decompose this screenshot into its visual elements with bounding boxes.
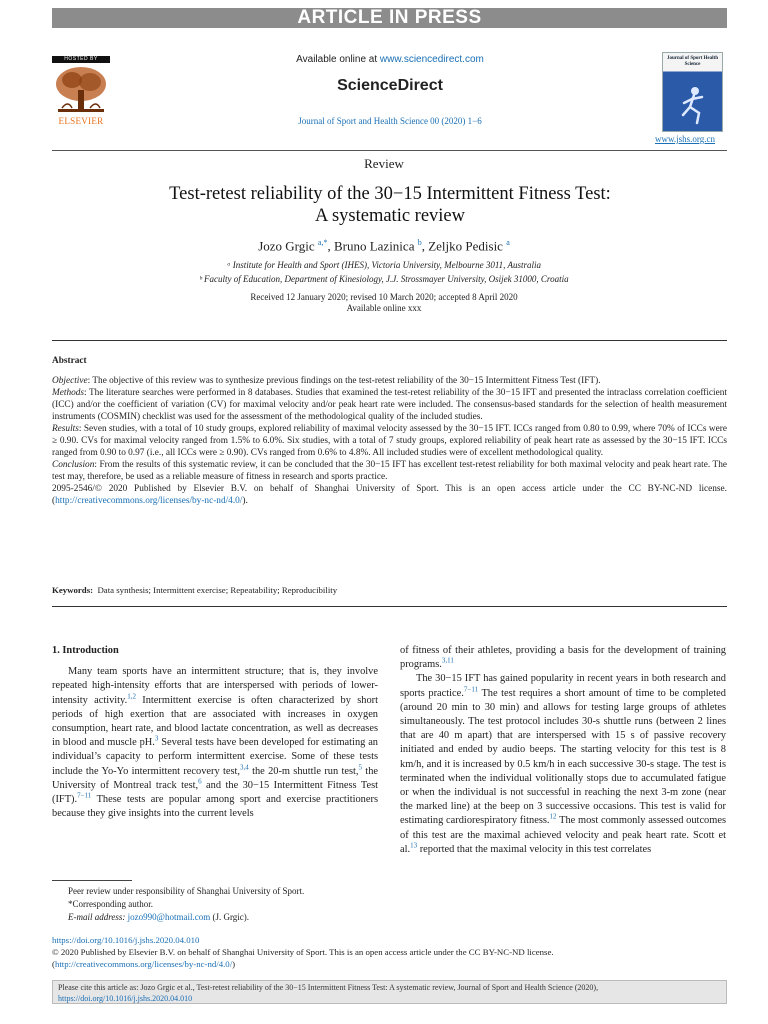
abstract-heading: Abstract <box>52 356 87 366</box>
header-divider <box>52 150 727 151</box>
body-text: The 30−15 IFT has gained popularity in recent years in both research and sports practice. <box>400 673 726 699</box>
citation-ref[interactable]: 6 <box>198 777 202 786</box>
author-name[interactable]: Zeljko Pedisic <box>428 238 503 254</box>
citation-ref[interactable]: 12 <box>549 812 557 821</box>
abstract-divider <box>52 340 727 341</box>
body-column-right <box>400 644 726 857</box>
body-text: and the 30−15 Intermittent Fitness Test (IFT). <box>52 779 379 806</box>
copyright-text: © 2020 Published by Elsevier B.V. on behalf of Shanghai University of Sport. This is an open access article under the CC BY-NC-ND license. <box>52 947 554 957</box>
peer-review-note: Peer review under responsibility of Shanghai University of Sport. <box>68 886 305 896</box>
bottom-info <box>52 934 727 970</box>
keywords-divider <box>52 606 727 607</box>
citation-text: Please cite this article as: Jozo Grgic et al., Test-retest reliability of the 30−15 Intermittent Fitness Test: A systematic review, Journal of Sport and Health Science (2020), <box>58 983 599 992</box>
body-text: the 20-m shuttle run test, <box>248 765 359 777</box>
elsevier-logo <box>52 56 110 132</box>
author-name[interactable]: Bruno Lazinica <box>333 238 415 254</box>
body-text: reported that the maximal velocity in this test correlates <box>417 843 652 855</box>
publisher-name: ELSEVIER <box>58 116 104 126</box>
abstract-methods <box>52 387 727 423</box>
email-link[interactable]: jozo990@hotmail.com <box>127 912 211 922</box>
citation-ref[interactable]: 1,2 <box>127 692 136 701</box>
abstract-objective <box>52 375 727 387</box>
citation-ref[interactable]: 7−11 <box>463 685 479 694</box>
conclusion-text: : From the results of this systematic review, it can be concluded that the 30−15 IFT has excellent test-retest reliability for both maximal velocity and peak heart rate. The test may, therefore, be used as a reliable measure of fitness in research and sports practice. <box>52 460 727 482</box>
journal-cover-image <box>662 52 723 132</box>
keywords <box>52 584 727 596</box>
available-online-date: Available online xxx <box>346 303 422 313</box>
citation-ref[interactable]: 3 <box>154 734 159 743</box>
elsevier-tree-icon <box>52 64 110 116</box>
body-text: Intermittent exercise is often characterized by short periods of high exertion that are associated with increases in oxygen consumption, heart rate, and blood lactate concentration, as well as decreases in blood and muscle pH. <box>52 694 378 749</box>
citation-doi-link[interactable]: https://doi.org/10.1016/j.jshs.2020.04.010 <box>58 994 193 1003</box>
citation-ref[interactable]: 5 <box>358 763 362 772</box>
author-name[interactable]: Jozo Grgic <box>258 238 315 254</box>
hosted-by-label: HOSTED BY <box>52 56 110 63</box>
body-column-left <box>52 644 378 821</box>
citation-ref[interactable]: 3,11 <box>441 656 454 665</box>
sciencedirect-link[interactable]: www.sciencedirect.com <box>379 54 484 65</box>
affiliation-a: ᵃ Institute for Health and Sport (IHES), Victoria University, Melbourne 3011, Australia <box>226 260 542 270</box>
citation-ref[interactable]: 3,4 <box>240 763 249 772</box>
intro-paragraph-1-cont <box>400 644 726 672</box>
corresponding-author-note: *Corresponding author. <box>68 899 153 909</box>
license-text: 2095-2546/© 2020 Published by Elsevier B.V. on behalf of Shanghai University of Sport. This is an open access article under the CC BY-NC-ND license. ( <box>52 484 727 506</box>
results-text: : Seven studies, with a total of 10 study groups, explored reliability of maximal velocity assessed by the 30−15 IFT. ICCs ranged from 0.80 to 0.99, where 70% of ICCs were ≥ 0.90. CVs for maximal velocity ranged from 1.5% to 6.0%. Six studies, with a total of 7 study groups, explored reliability of peak heart rate as assessed by the 30−15 IFT. ICCs ranged from 0.90 to 0.97 (i.e., all ICCs were ≥ 0.90). CVs ranged from 0.6% to 4.8%. All included studies were of excellent methodological quality. <box>52 424 727 458</box>
citation-ref[interactable]: 13 <box>410 841 418 850</box>
objective-label: Objective <box>52 376 88 386</box>
keywords-label: Keywords: <box>52 585 94 595</box>
author-separator: , <box>327 238 334 254</box>
article-title <box>60 183 720 227</box>
author-list <box>0 235 768 254</box>
methods-text: : The literature searches were performed in 8 databases. Studies that examined the test-retest reliability of the 30−15 IFT and presented the intraclass correlation coefficient (ICC) and/or the coefficient of variation (CV) for maximal velocity and/or peak heart rate were included. The consensus-based standards for the selection of health measurement instruments (COSMIN) checklist was used for the assessment of the methodological quality of the included studies. <box>52 388 727 422</box>
author-marks[interactable]: a <box>506 238 510 247</box>
keywords-text: Data synthesis; Intermittent exercise; Repeatability; Reproducibility <box>97 585 338 595</box>
section-heading: 1. Introduction <box>52 645 119 656</box>
conclusion-label: Conclusion <box>52 460 95 470</box>
footnotes <box>68 885 388 924</box>
available-prefix: Available online at <box>296 54 378 65</box>
body-text: The most commonly assessed outcomes of this test are the maximal achieved velocity and peak heart rate. Scott et al. <box>400 815 726 855</box>
title-line-2: A systematic review <box>314 206 465 226</box>
journal-website-link[interactable]: www.jshs.org.cn <box>655 134 715 144</box>
available-online <box>220 53 560 67</box>
abstract-results <box>52 423 727 459</box>
license-end: ). <box>242 496 248 506</box>
methods-label: Methods <box>52 388 85 398</box>
bottom-license-link[interactable]: http://creativecommons.org/licenses/by-nc-nd/4.0/ <box>54 959 233 969</box>
doi-link[interactable]: https://doi.org/10.1016/j.jshs.2020.04.010 <box>52 935 200 945</box>
author-separator: , <box>421 238 429 254</box>
article-history: Received 12 January 2020; revised 10 March 2020; accepted 8 April 2020 <box>250 292 518 302</box>
objective-text: : The objective of this review was to synthesize previous findings on the test-retest reliability of the 30−15 Intermittent Fitness Test (IFT). <box>87 376 601 386</box>
license-link[interactable]: http://creativecommons.org/licenses/by-nc-nd/4.0/ <box>55 496 243 506</box>
title-line-1: Test-retest reliability of the 30−15 Intermittent Fitness Test: <box>169 184 611 204</box>
abstract-license <box>52 483 727 507</box>
author-marks[interactable]: b <box>417 238 422 247</box>
intro-paragraph-1 <box>52 665 378 821</box>
journal-citation-line[interactable]: Journal of Sport and Health Science 00 (2020) 1−6 <box>298 116 482 126</box>
body-text: Many team sports have an intermittent structure; that is, they involve repeated high-intensity efforts that are interspersed with periods of lower-intensity activity. <box>52 666 378 706</box>
article-type: Review <box>364 156 404 171</box>
citation-ref[interactable]: 7−11 <box>77 791 92 800</box>
sciencedirect-logo: ScienceDirect <box>337 77 443 94</box>
abstract-conclusion <box>52 459 727 483</box>
intro-paragraph-2 <box>400 672 726 857</box>
results-label: Results <box>52 424 79 434</box>
body-text: the University of Montreal track test, <box>52 765 378 791</box>
body-text: Several tests have been developed for estimating an individual’s capacity to perform intermittent exercise. Some of these tests include the Yo-Yo intermittent recovery test, <box>52 737 378 777</box>
citation-box <box>52 980 727 1004</box>
email-note <box>68 911 388 924</box>
license-line: (http://creativecommons.org/licenses/by-nc-nd/4.0/) <box>52 959 236 969</box>
email-label: E-mail address: <box>68 912 126 922</box>
article-in-press-banner: ARTICLE IN PRESS <box>52 8 727 28</box>
author-marks[interactable]: a,* <box>317 238 328 247</box>
body-text: These tests are popular among sport and exercise practitioners because they give insights into the current levels <box>52 794 378 820</box>
cover-title: Journal of Sport Health Science <box>667 56 718 67</box>
abstract-section <box>52 355 727 507</box>
journal-header <box>220 53 560 127</box>
affiliation-b: ᵇ Faculty of Education, Department of Kinesiology, J.J. Strossmayer University, Osijek 31000, Croatia <box>199 274 569 284</box>
footnote-divider <box>52 880 132 881</box>
email-owner: (J. Grgic). <box>210 912 250 922</box>
runner-figure-icon <box>677 85 709 125</box>
body-text: of fitness of their athletes, providing a basis for the development of training programs. <box>400 645 726 671</box>
body-text: The test requires a short amount of time to be completed (around 20 min to 30 min) and allows for testing large groups of athletes simultaneously. The test protocol includes 30-s shuttle runs (between 2 lines that are 40 m apart) that are interspersed with 15 s of passive recovery initiated and ended by audio beeps. The starting velocity for this test is 8 km/h, and it is increased by 0.5 km/h in each successive 30-s stage. The test is terminated when the individual volitionally stops due to accumulated fatigue or when the individual is not successful in reaching the next 3-m zone (near the marked line) at the beep on 3 successive occasions. This test is valid for estimating cardiorespiratory fitness. <box>400 687 726 827</box>
